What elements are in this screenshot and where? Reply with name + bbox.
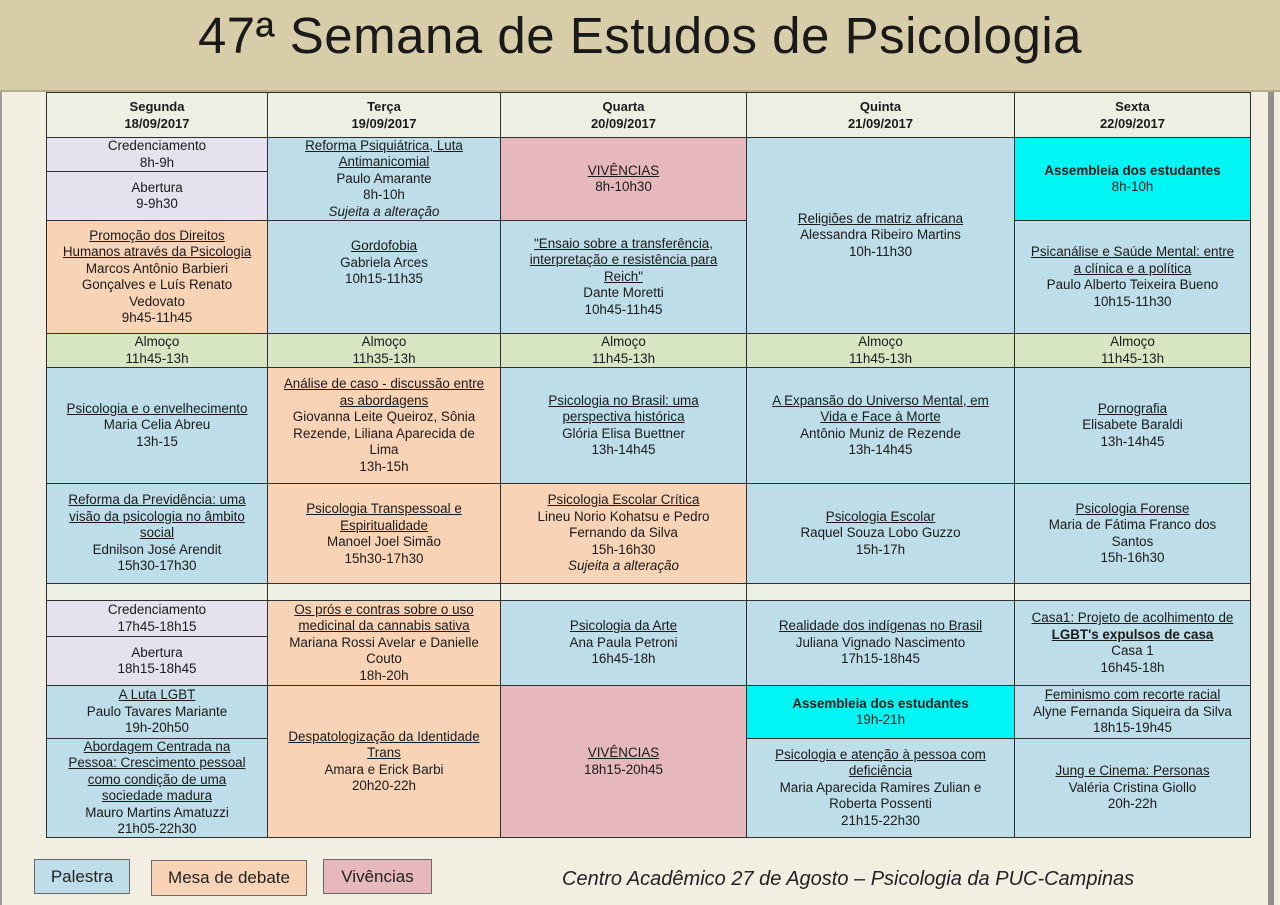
event-psicologia-da-arte [500,600,747,686]
event-time: 18h15-20h45 [584,761,663,777]
event-speaker: Marcos Antônio Barbieri [85,260,229,276]
event-despatologizacao [267,685,501,838]
legend-vivencias [323,859,432,894]
legend-label: Vivências [341,866,414,886]
lunch-segunda [46,333,268,368]
event-speaker: Lineu Norio Kohatsu e Pedro [537,508,710,524]
event-assembleia-evening [746,685,1015,739]
page-title: 47ª Semana de Estudos de Psicologia [197,7,1083,64]
event-time: 8h-10h [1111,179,1154,194]
event-psicologia-no-brasil [500,367,747,484]
event-title: Psicologia Escolar [825,508,936,524]
lunch-time: 11h45-13h [1100,350,1165,366]
legend-palestra [34,859,130,894]
event-title: Feminismo com recorte racial [1044,687,1221,703]
event-assembleia-morning [1014,137,1251,221]
event-religioes-matriz-africana [746,137,1015,334]
day-name: Segunda [129,99,185,114]
event-speaker: Paulo Amarante [336,170,432,186]
event-speaker: Valéria Cristina Giollo [1068,779,1197,795]
event-title: Abordagem Centrada na [83,738,231,754]
lunch-label: Almoço [858,334,903,349]
event-title: Abertura [131,179,183,195]
event-vivencias-evening [500,685,747,838]
event-credenciamento-morning [46,137,268,172]
event-title: Psicologia e o envelhecimento [66,400,248,416]
event-time: 8h-10h30 [595,179,652,194]
event-note: Sujeita a alteração [328,203,440,219]
event-title: interpretação e resistência para [529,252,718,268]
event-title: Gordofobia [350,238,418,253]
event-speaker: Ana Paula Petroni [569,634,678,650]
event-time: 13h-14h45 [591,442,656,457]
event-speaker: Lima [369,442,399,457]
event-time: 20h-22h [1107,796,1158,812]
event-title: VIVÊNCIAS [587,162,660,178]
lunch-label: Almoço [134,334,180,349]
event-speaker: Paulo Alberto Teixeira Bueno [1046,277,1219,292]
event-title: a clínica e a política [1073,260,1192,276]
event-time: 16h45-18h [591,651,656,667]
event-title: Psicologia Escolar Crítica [547,492,700,508]
event-envelhecimento [46,367,268,484]
title-banner [0,0,1280,92]
event-indigenas [746,600,1015,686]
day-name: Quarta [602,99,645,114]
event-analise-de-caso [267,367,501,484]
event-title: deficiência [848,763,913,779]
day-name: Quinta [859,99,902,114]
event-speaker: Raquel Souza Lobo Guzzo [800,525,961,541]
lunch-sexta [1014,333,1251,368]
event-title: Reich" [604,268,643,284]
event-luta-lgbt [46,685,268,739]
legend-label: Palestra [50,866,114,886]
event-speaker: Dante Moretti [583,285,664,301]
event-time: 17h45-18h15 [117,618,197,634]
event-time: 10h45-11h45 [584,301,663,317]
event-title: Jung e Cinema: Personas [1055,763,1210,779]
event-title: Reforma da Previdência: uma [68,492,246,508]
event-pornografia [1014,367,1251,484]
separator-row-cell [1014,583,1251,601]
day-date: 18/09/2017 [124,116,190,131]
lunch-label: Almoço [601,334,646,349]
day-header-sexta [1014,92,1251,138]
event-title: A Luta LGBT [118,687,196,703]
lunch-time: 11h45-13h [125,350,189,366]
lunch-quarta [500,333,747,368]
event-time: 19h-21h [855,712,906,727]
event-title: Promoção dos Direitos [89,227,225,243]
event-title: Assembleia dos estudantes [792,695,969,711]
event-title: como condição de uma [87,771,227,787]
event-time: 16h45-18h [1100,659,1165,675]
event-title: Espiritualidade [340,517,428,533]
event-title: "Ensaio sobre a transferência, [534,235,713,251]
event-time: 18h-20h [359,667,409,683]
event-speaker: Giovanna Leite Queiroz, Sônia [292,409,476,424]
event-time: 15h30-17h30 [344,550,424,566]
event-psicologia-escolar [746,483,1015,584]
event-time: 18h15-19h45 [1093,720,1172,736]
event-expansao-universo-mental [746,367,1015,484]
event-title: Trans [367,745,401,760]
event-title: perspectiva histórica [562,409,685,424]
event-title: sociedade madura [101,788,213,803]
event-speaker: Mauro Martins Amatuzzi [85,804,229,820]
event-escolar-critica [500,483,747,584]
event-feminismo-recorte-racial [1014,685,1251,739]
event-title: Credenciamento [107,138,207,153]
event-speaker: Manoel Joel Simão [327,534,441,549]
event-title: Psicologia e atenção à pessoa com [775,746,986,762]
event-time: 9-9h30 [136,196,178,211]
event-abertura-evening [46,636,268,686]
event-title: Pornografia [1097,400,1168,416]
event-speaker: Rezende, Liliana Aparecida de [293,425,475,441]
legend-label: Mesa de debate [168,868,290,887]
event-speaker: Gonçalves e Luís Renato [81,277,233,292]
separator-row-cell [500,583,747,601]
separator-row-cell [746,583,1015,601]
event-title: Assembleia dos estudantes [1044,162,1221,178]
event-title: Psicologia no Brasil: uma [548,392,699,408]
event-time: 13h-14h45 [1100,433,1165,449]
event-time: 10h15-11h30 [1093,293,1172,309]
event-title: Realidade dos indígenas no Brasil [778,618,983,634]
day-name: Sexta [1115,99,1150,114]
event-abertura-morning [46,171,268,221]
event-speaker: Fernando da Silva [569,525,678,541]
event-title: Casa1: Projeto de acolhimento de [1031,610,1234,625]
event-time: 15h-17h [855,541,906,557]
event-time: 10h-11h30 [848,243,913,259]
event-title: Abertura [131,644,183,660]
event-title: visão da psicologia no âmbito [69,508,245,524]
event-title: medicinal da cannabis sativa [298,618,470,634]
event-credenciamento-evening [46,600,268,637]
event-reforma-psiquiatrica [267,137,501,221]
event-time: 18h15-18h45 [117,661,197,676]
event-time: 21h05-22h30 [117,821,197,836]
event-vivencias-morning [500,137,747,221]
event-speaker: Maria Celia Abreu [103,417,211,433]
event-reforma-previdencia [46,483,268,584]
footer-credit: Centro Acadêmico 27 de Agosto – Psicologia da PUC-Campinas [562,868,1135,890]
event-psicologia-forense [1014,483,1251,584]
event-note: Sujeita a alteração [568,558,679,574]
event-time: 19h-20h50 [124,720,190,736]
event-title: Psicologia Forense [1075,500,1190,516]
event-speaker: Amara e Erick Barbi [324,761,444,777]
separator-row-cell [46,583,268,601]
event-title: Análise de caso - discussão entre [283,376,485,391]
event-speaker: Alyne Fernanda Siqueira da Silva [1033,703,1232,719]
event-speaker: Maria de Fátima Franco dos [1048,517,1217,532]
event-speaker: Roberta Possenti [829,796,932,812]
event-abordagem-centrada [46,738,268,838]
event-title: Os prós e contras sobre o uso [294,601,474,617]
lunch-time: 11h45-13h [848,350,913,366]
event-pessoa-com-deficiencia [746,738,1015,838]
event-time: 17h15-18h45 [841,651,920,667]
event-title: LGBT's expulsos de casa [1051,626,1214,642]
event-title: Antimanicomial [338,154,430,170]
event-jung-e-cinema [1014,738,1251,838]
event-title: Reforma Psiquiátrica, Luta [305,137,463,153]
event-speaker: Couto [366,651,402,667]
event-time: 15h-16h30 [591,541,656,557]
event-time: 15h30-17h30 [117,558,197,574]
event-direitos-humanos [46,220,268,334]
event-speaker: Maria Aparecida Ramires Zulian e [779,779,982,795]
lunch-time: 11h45-13h [591,350,656,366]
lunch-terca [267,333,501,368]
event-speaker: Vedovato [129,293,185,309]
event-time: 13h-15h [359,458,409,474]
lunch-label: Almoço [361,334,407,349]
event-time: 9h45-11h45 [121,310,193,325]
event-speaker: Glória Elisa Buettner [562,425,685,441]
day-date: 21/09/2017 [847,116,914,131]
event-title: Vida e Face à Morte [820,409,941,424]
event-title: VIVÊNCIAS [587,745,660,760]
lunch-label: Almoço [1110,334,1155,349]
event-speaker: Casa 1 [1111,643,1154,658]
day-date: 20/09/2017 [590,116,657,131]
event-time: 15h-16h30 [1100,550,1165,565]
event-psicanalise-saude-mental [1014,220,1251,334]
event-title: A Expansão do Universo Mental, em [772,392,989,408]
event-speaker: Alessandra Ribeiro Martins [800,227,961,243]
event-title: Despatologização da Identidade [288,728,480,744]
event-ensaio-transferencia [500,220,747,334]
event-time: 13h-15 [136,433,178,449]
legend-mesa-de-debate [151,860,307,896]
event-speaker: Gabriela Arces [340,254,428,270]
event-time: 13h-14h45 [848,442,913,457]
event-time: 10h15-11h35 [345,271,423,286]
event-time: 21h15-22h30 [841,812,920,828]
event-gordofobia [267,220,501,334]
event-title: Pessoa: Crescimento pessoal [68,755,246,770]
event-title: as abordagens [339,392,429,408]
event-speaker: Santos [1111,533,1154,549]
event-title: Psicologia Transpessoal e [306,501,462,516]
lunch-quinta [746,333,1015,368]
event-cannabis [267,600,501,686]
day-name: Terça [367,99,401,114]
lunch-time: 11h35-13h [352,350,416,366]
day-header-segunda [46,92,268,138]
event-speaker: Mariana Rossi Avelar e Danielle [289,634,479,650]
event-speaker: Ednilson José Arendit [92,541,222,557]
event-speaker: Juliana Vignado Nascimento [795,634,966,650]
event-time: 8h-10h [363,187,405,203]
event-title: Religiões de matriz africana [797,210,964,226]
event-title: Humanos através da Psicologia [62,244,252,259]
day-header-quarta [500,92,747,138]
day-date: 19/09/2017 [351,116,417,131]
event-transpessoal [267,483,501,584]
event-speaker: Antônio Muniz de Rezende [800,425,961,441]
event-speaker: Paulo Tavares Mariante [86,703,228,719]
event-title: Psicologia da Arte [569,618,678,634]
event-title: Credenciamento [107,602,207,617]
event-title: Psicanálise e Saúde Mental: entre [1030,244,1235,259]
day-header-quinta [746,92,1015,138]
event-casa1 [1014,600,1251,686]
event-time: 8h-9h [139,154,175,170]
event-title: social [139,525,175,541]
day-date: 22/09/2017 [1099,116,1166,131]
separator-row-cell [267,583,501,601]
day-header-terca [267,92,501,138]
event-time: 20h20-22h [351,778,417,793]
event-speaker: Elisabete Baraldi [1082,417,1183,433]
